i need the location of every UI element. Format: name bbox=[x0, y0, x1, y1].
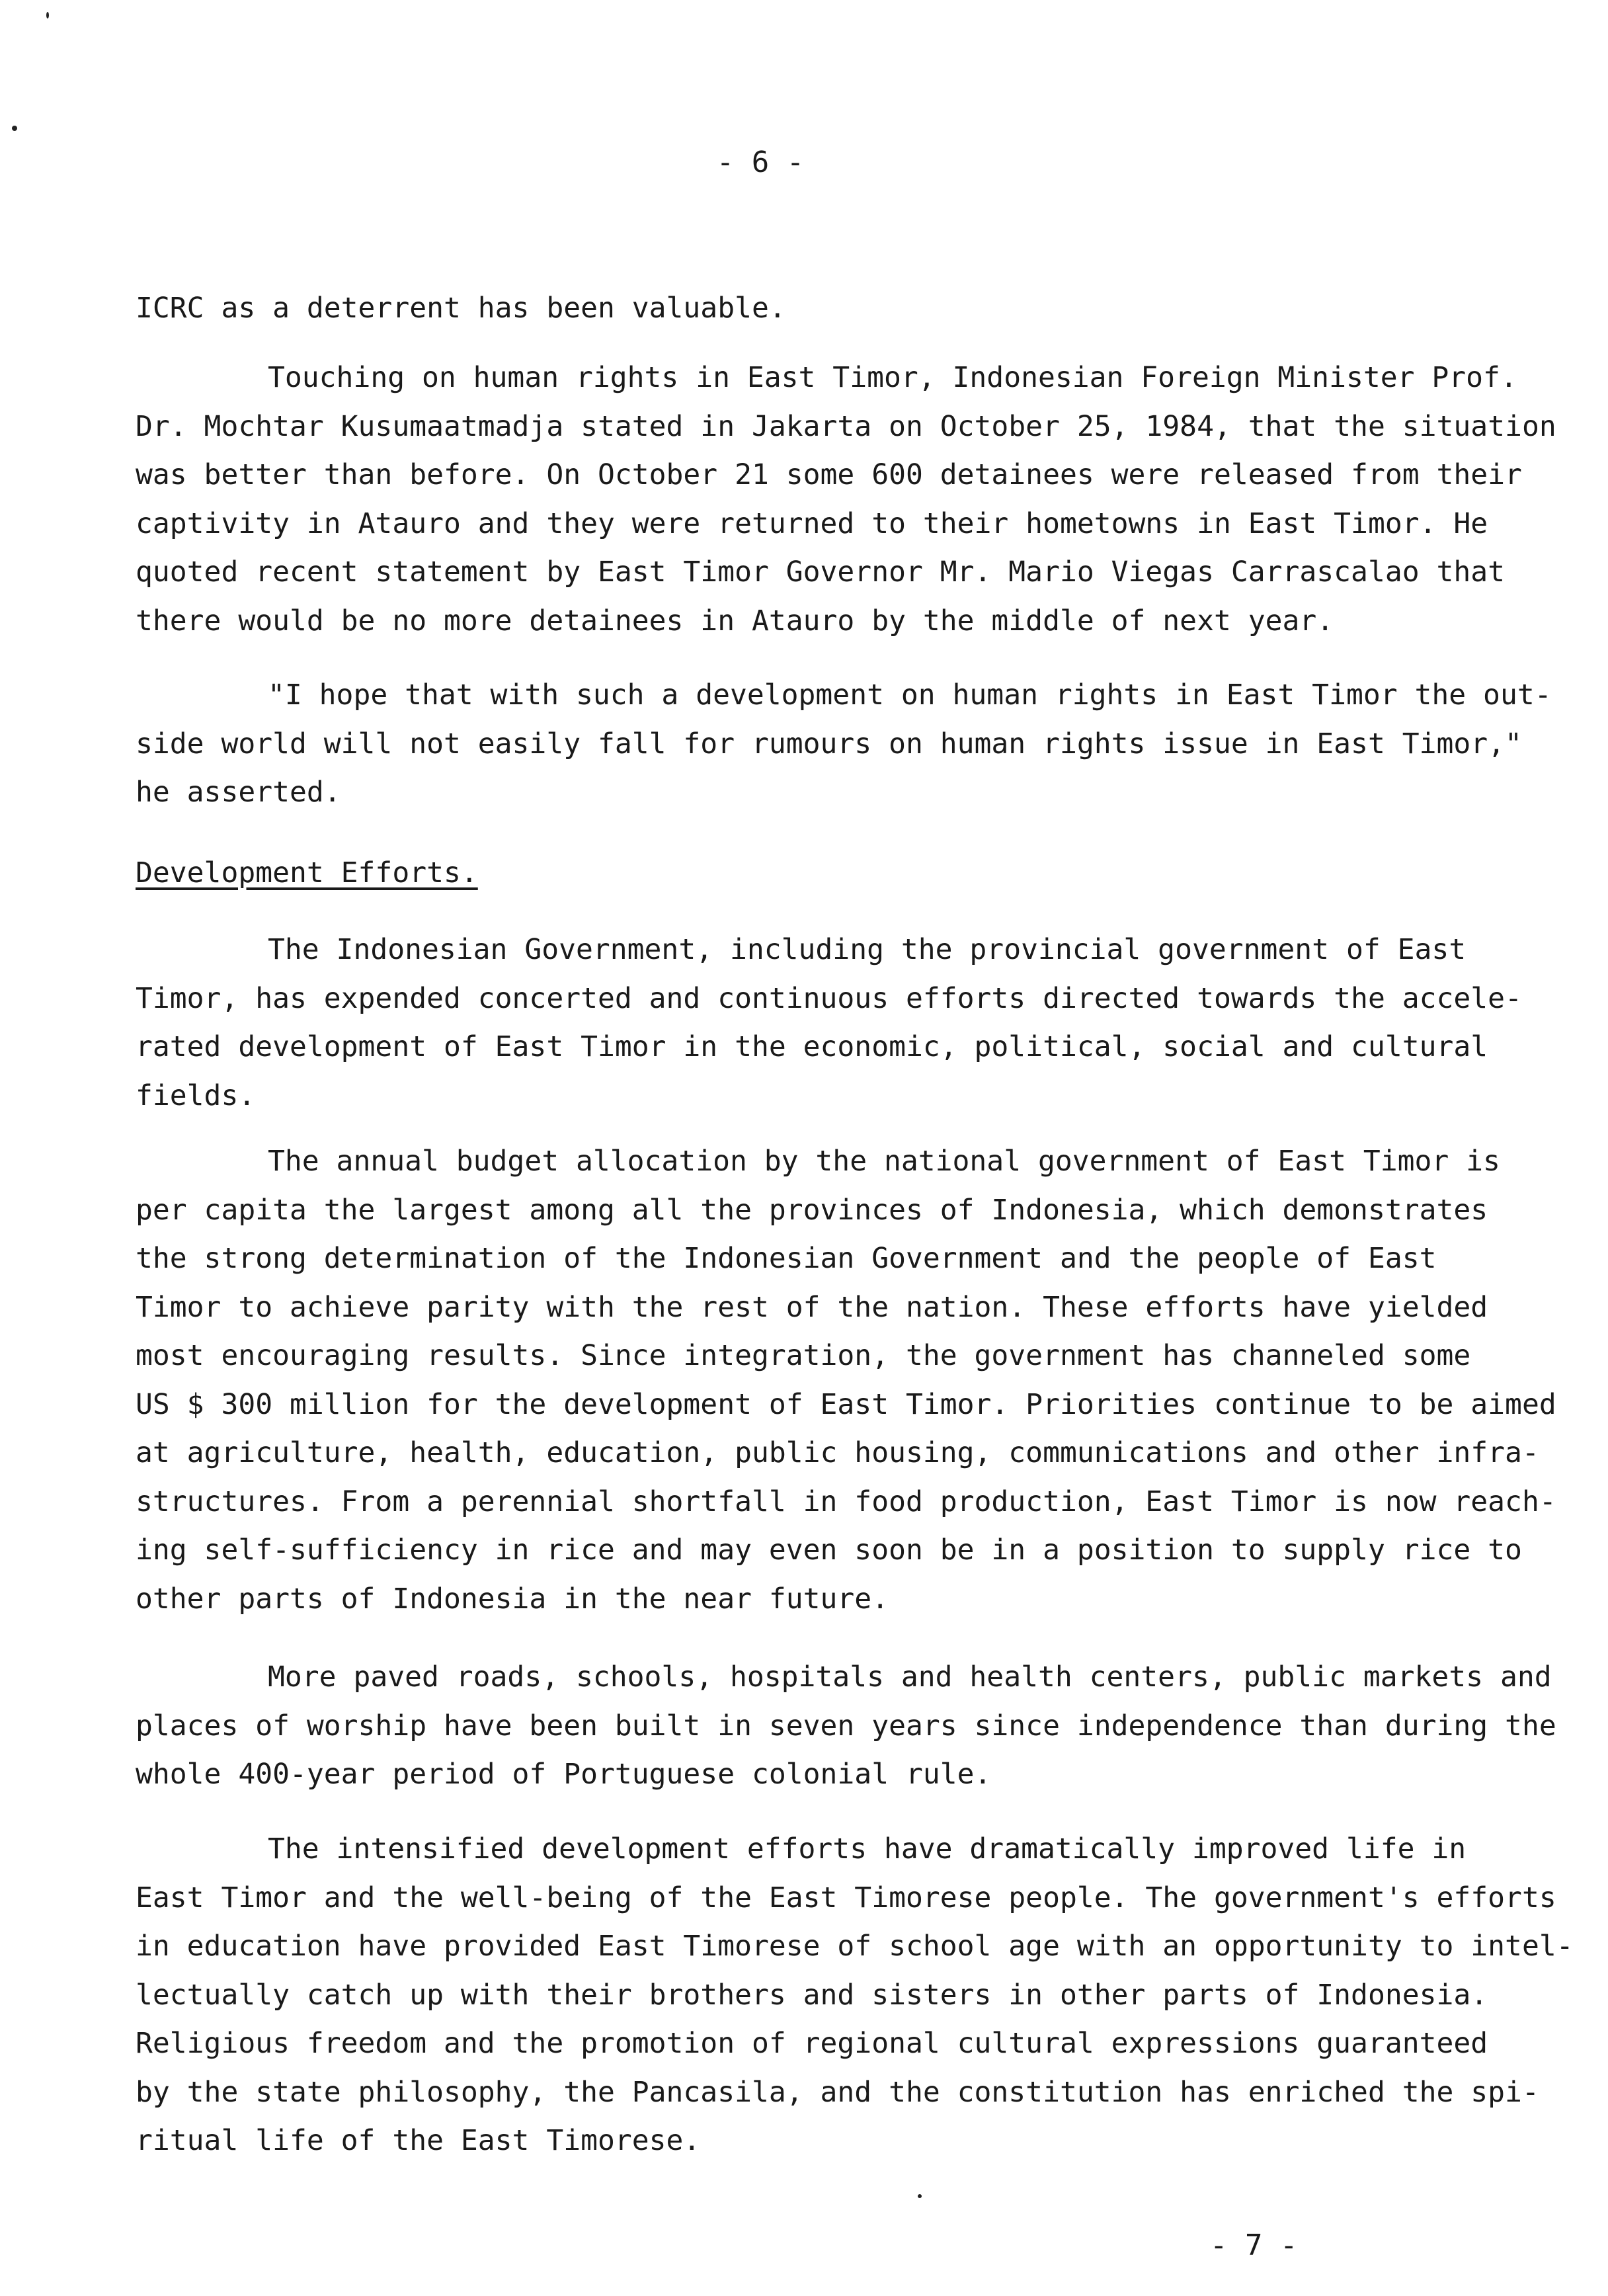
section-paragraph-1 bbox=[136, 926, 1541, 1120]
text-line: Religious freedom and the promotion of regional cultural expressions guaranteed bbox=[136, 2027, 1488, 2060]
text-line: Touching on human rights in East Timor, Indonesian Foreign Minister Prof. bbox=[268, 361, 1517, 394]
text-line: quoted recent statement by East Timor Governor Mr. Mario Viegas Carrascalao that bbox=[136, 555, 1506, 589]
text-line: at agriculture, health, education, public housing, communications and other infra- bbox=[136, 1436, 1539, 1469]
text-line: East Timor and the well-being of the East Timorese people. The government's efforts bbox=[136, 1881, 1556, 1914]
scan-speck bbox=[12, 126, 17, 131]
text-line: The Indonesian Government, including the provincial government of East bbox=[268, 933, 1467, 966]
text-line: by the state philosophy, the Pancasila, and the constitution has enriched the spi- bbox=[136, 2075, 1539, 2109]
text-line: ICRC as a deterrent has been valuable. bbox=[136, 292, 786, 325]
text-line: captivity in Atauro and they were returned to their hometowns in East Timor. He bbox=[136, 507, 1488, 540]
text-line: most encouraging results. Since integration, the government has channeled some bbox=[136, 1339, 1471, 1372]
text-line: The intensified development efforts have dramatically improved life in bbox=[268, 1832, 1467, 1866]
text-line: places of worship have been built in seven years since independence than during the bbox=[136, 1709, 1556, 1742]
scan-speck bbox=[918, 2194, 922, 2198]
text-line: "I hope that with such a development on human rights in East Timor the out- bbox=[268, 678, 1552, 712]
paragraph-2 bbox=[136, 354, 1556, 645]
text-line: ritual life of the East Timorese. bbox=[136, 2124, 701, 2157]
section-paragraph-2 bbox=[136, 1137, 1556, 1623]
text-line: side world will not easily fall for rumours on human rights issue in East Timor," bbox=[136, 727, 1522, 760]
text-line: was better than before. On October 21 some 600 detainees were released from their bbox=[136, 458, 1522, 491]
text-line: in education have provided East Timorese of school age with an opportunity to intel- bbox=[136, 1930, 1574, 1963]
text-line: US $ 300 million for the development of East Timor. Priorities continue to be aimed bbox=[136, 1387, 1556, 1421]
text-line: The annual budget allocation by the national government of East Timor is bbox=[268, 1145, 1500, 1178]
text-line: Dr. Mochtar Kusumaatmadja stated in Jakarta on October 25, 1984, that the situation bbox=[136, 409, 1556, 443]
text-line: More paved roads, schools, hospitals and health centers, public markets and bbox=[268, 1660, 1552, 1694]
section-heading: Development Efforts. bbox=[136, 856, 478, 889]
text-line: rated development of East Timor in the economic, political, social and cultural bbox=[136, 1030, 1488, 1063]
section-paragraph-3 bbox=[136, 1653, 1556, 1799]
paragraph-1 bbox=[136, 284, 1541, 333]
text-line: he asserted. bbox=[136, 776, 341, 809]
text-line: there would be no more detainees in Atauro by the middle of next year. bbox=[136, 604, 1334, 637]
paragraph-3 bbox=[136, 671, 1552, 817]
text-line: other parts of Indonesia in the near future. bbox=[136, 1582, 889, 1616]
text-line: per capita the largest among all the provinces of Indonesia, which demonstrates bbox=[136, 1193, 1488, 1227]
text-line: Timor, has expended concerted and continuous efforts directed towards the accele- bbox=[136, 981, 1522, 1015]
text-line: Timor to achieve parity with the rest of the nation. These efforts have yielded bbox=[136, 1290, 1488, 1324]
page-number-top: - 6 - bbox=[716, 145, 805, 179]
scan-speck bbox=[46, 12, 49, 19]
text-line: whole 400-year period of Portuguese colonial rule. bbox=[136, 1758, 992, 1791]
text-line: lectually catch up with their brothers and sisters in other parts of Indonesia. bbox=[136, 1978, 1488, 2012]
next-page-marker: - 7 - bbox=[1210, 2229, 1298, 2262]
text-line: structures. From a perennial shortfall in food production, East Timor is now reach- bbox=[136, 1485, 1556, 1518]
text-line: ing self-sufficiency in rice and may even soon be in a position to supply rice to bbox=[136, 1534, 1522, 1567]
text-line: the strong determination of the Indonesian Government and the people of East bbox=[136, 1242, 1437, 1275]
section-paragraph-4 bbox=[136, 1825, 1574, 2166]
text-line: fields. bbox=[136, 1079, 256, 1112]
